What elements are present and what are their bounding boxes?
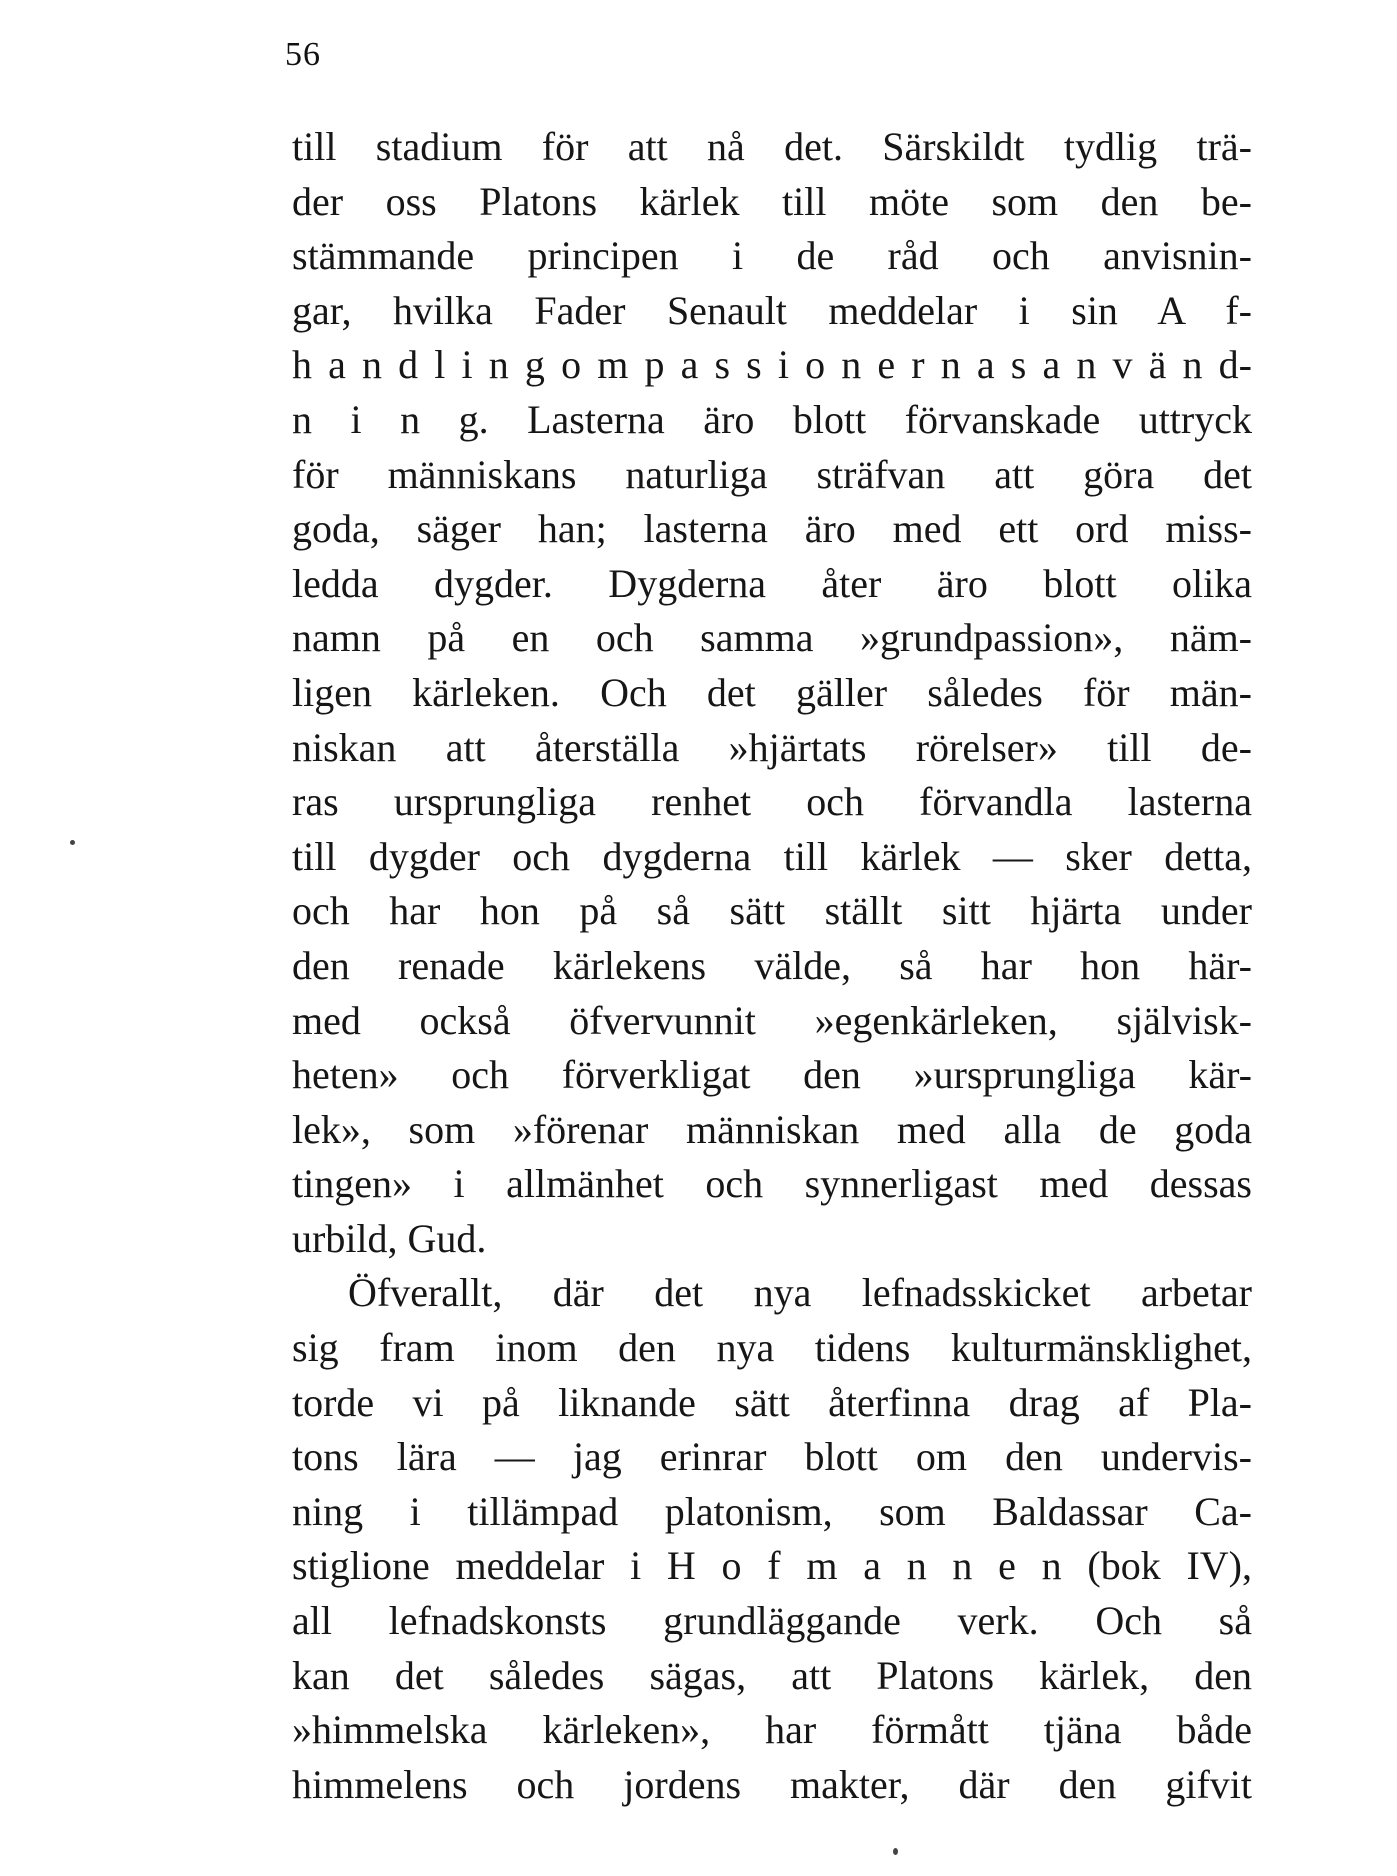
text-line: heten» och förverkligat den »ursprungliga kär-	[292, 1052, 1252, 1098]
text-line: för människans naturliga sträfvan att göra det	[292, 451, 1252, 497]
text-line: till dygder och dygderna till kärlek — sker detta,	[292, 833, 1252, 879]
text-line: ras ursprungliga renhet och förvandla lasterna	[292, 779, 1252, 825]
text-line: stiglione meddelar i H o f m a n n e n (bok IV),	[292, 1543, 1252, 1589]
text-line: ning i tillämpad platonism, som Baldassar Ca-	[292, 1488, 1252, 1534]
body-text	[292, 120, 1252, 1812]
text-line: urbild, Gud.	[292, 1215, 487, 1261]
text-line: gar, hvilka Fader Senault meddelar i sin A f-	[292, 287, 1252, 333]
text-line: himmelens och jordens makter, där den gifvit	[292, 1761, 1252, 1807]
text-line: torde vi på liknande sätt återfinna drag af Pla-	[292, 1379, 1252, 1425]
page-number: 56	[285, 36, 321, 73]
text-line: den renade kärlekens välde, så har hon här-	[292, 942, 1252, 988]
text-line: namn på en och samma »grundpassion», näm-	[292, 615, 1252, 661]
text-line: goda, säger han; lasterna äro med ett ord miss-	[292, 506, 1252, 552]
text-line: all lefnadskonsts grundläggande verk. Och så	[292, 1598, 1252, 1644]
text-line: och har hon på så sätt ställt sitt hjärta under	[292, 888, 1252, 934]
text-line: h a n d l i n g o m p a s s i o n e r n a s a n v ä n d-	[292, 342, 1252, 388]
text-line: n i n g. Lasterna äro blott förvanskade uttryck	[292, 396, 1252, 442]
text-line: lek», som »förenar människan med alla de goda	[292, 1106, 1252, 1152]
text-line: tons lära — jag erinrar blott om den undervis-	[292, 1434, 1252, 1480]
text-line: med också öfvervunnit »egenkärleken, självisk-	[292, 997, 1252, 1043]
text-line: ledda dygder. Dygderna åter äro blott olika	[292, 560, 1252, 606]
text-line: »himmelska kärleken», har förmått tjäna både	[292, 1707, 1252, 1753]
text-line: ligen kärleken. Och det gäller således för män-	[292, 669, 1252, 715]
text-line: stämmande principen i de råd och anvisnin-	[292, 233, 1252, 279]
text-line: tingen» i allmänhet och synnerligast med dessas	[292, 1161, 1252, 1207]
scan-speck	[893, 1848, 898, 1855]
text-line: der oss Platons kärlek till möte som den be-	[292, 178, 1252, 224]
scan-speck	[70, 840, 75, 845]
text-line: Öfverallt, där det nya lefnadsskicket arbetar	[348, 1270, 1252, 1316]
text-line: kan det således sägas, att Platons kärlek, den	[292, 1652, 1252, 1698]
text-line: niskan att återställa »hjärtats rörelser» till de-	[292, 724, 1252, 770]
text-line: sig fram inom den nya tidens kulturmänsklighet,	[292, 1325, 1252, 1371]
text-line: till stadium för att nå det. Särskildt tydlig trä-	[292, 124, 1252, 169]
